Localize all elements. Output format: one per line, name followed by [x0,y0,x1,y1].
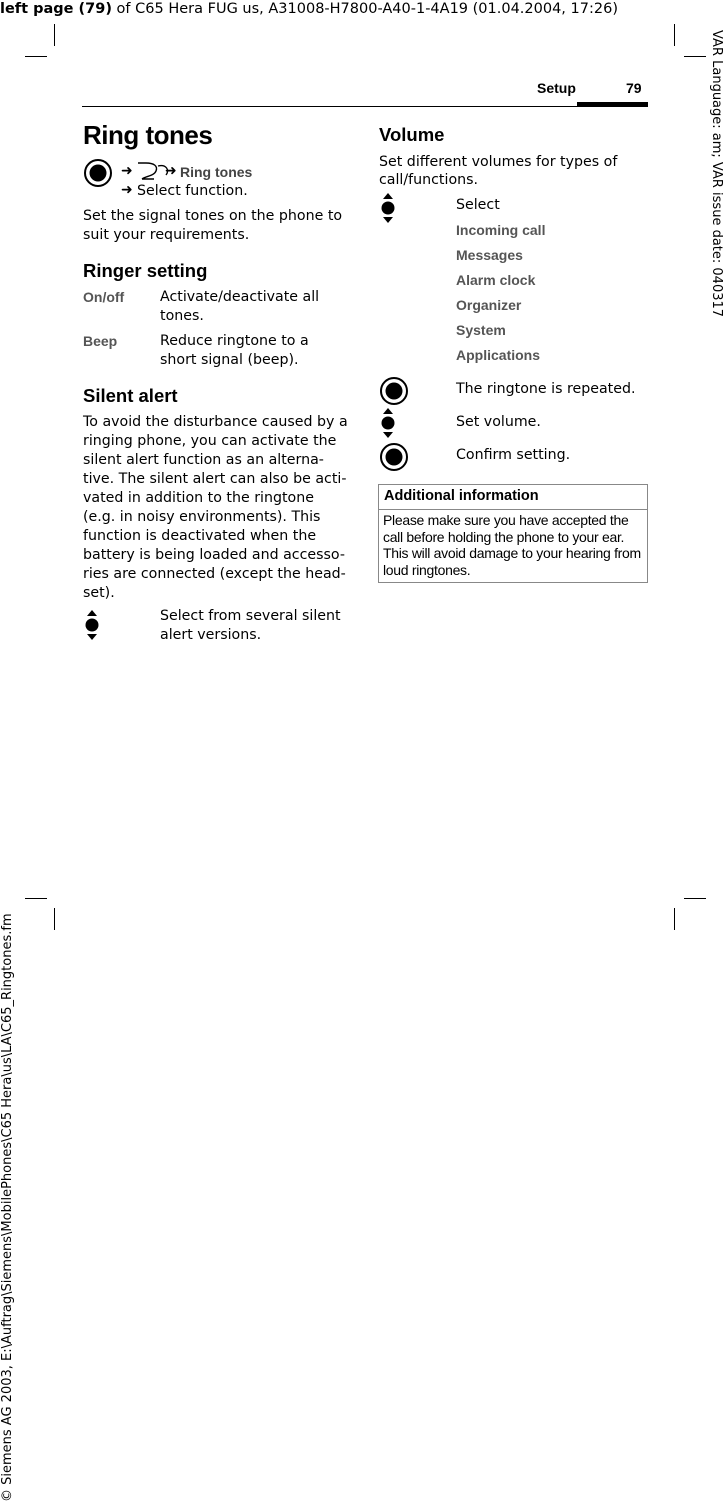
select-function-text: Select function. [137,183,248,199]
text-line: This will avoid damage to your hearing from [383,545,641,561]
term-on-off: On/off [83,289,125,305]
step-text: Set volume. [456,414,541,430]
volume-intro: call/functions. [379,172,479,188]
crop-mark [684,898,706,899]
option-system: System [456,322,506,338]
navigation-key-icon [379,442,409,472]
text-line: function is deactivated when the [83,528,317,544]
text-line: silent alert function as an alterna- [83,452,324,468]
section-heading-volume: Volume [379,124,445,145]
header-rule-accent [577,102,648,106]
step-text: Confirm setting. [456,447,571,463]
description-line: short signal (beep). [160,352,299,368]
page-number: 79 [626,80,642,96]
option-applications: Applications [456,347,541,363]
step-text: The ringtone is repeated. [456,381,636,397]
page-label: left page (79) [0,1,112,17]
crop-mark [25,56,47,57]
option-incoming-call: Incoming call [456,222,546,238]
crop-mark [684,56,706,57]
text-line: To avoid the disturbance caused by a [83,414,348,430]
option-messages: Messages [456,247,523,263]
crop-mark [674,24,675,46]
navigation-key-icon [379,376,409,406]
additional-info-box [378,484,648,583]
crop-mark [54,908,55,930]
arrow-right-icon: ➜ [121,163,133,179]
arrow-right-icon: ➜ [121,182,133,198]
description-line: tones. [160,308,204,324]
silent-alert-paragraph [83,413,353,603]
up-down-key-icon [380,193,396,227]
select-silent-alert-text: Select from several silent [160,608,341,624]
document-info-line [0,0,618,18]
text-line: loud ringtones. [383,561,471,578]
option-alarm-clock: Alarm clock [456,272,536,288]
text-line: set). [83,585,115,601]
additional-info-heading: Additional information [384,488,539,504]
additional-info-body [383,512,645,578]
crop-mark [25,898,47,899]
text-line: tive. The silent alert can also be acti- [83,471,347,487]
volume-intro: Set different volumes for types of [379,154,618,170]
select-label: Select [456,197,500,213]
select-silent-alert-text: alert versions. [160,627,262,643]
text-line: battery is being loaded and accesso- [83,547,345,563]
crop-mark [674,908,675,930]
text-line: vated in addition to the ringtone [83,490,314,506]
text-line: ringing phone, you can activate the [83,433,337,449]
text-line: (e.g. in noisy environments). This [83,509,321,525]
up-down-key-icon [380,408,396,442]
arrow-right-icon: ➜ [165,163,177,179]
term-beep: Beep [83,333,118,349]
text-line: ries are connected (except the head- [83,566,346,582]
description-line: Activate/deactivate all [160,289,320,305]
additional-info-header [379,485,647,510]
up-down-key-icon [84,610,100,644]
page-title: Ring tones [83,120,213,150]
intro-paragraph: Set the signal tones on the phone to suit your requirements. [83,208,343,243]
menu-item-ring-tones: Ring tones [180,164,253,180]
language-info: VAR Language: am; VAR issue date: 040317 [709,30,724,318]
section-heading-silent-alert: Silent alert [83,385,178,406]
description-line: Reduce ringtone to a [160,333,309,349]
crop-mark [54,24,55,46]
section-heading-ringer-setting: Ringer setting [83,260,208,281]
document-id: of C65 Hera FUG us, A31008-H7800-A40-1-4A19 (01.04.2004, 17:26) [111,1,618,17]
navigation-key-icon [83,158,113,188]
header-rule [82,106,648,107]
text-line: call before holding the phone to your ear. [383,528,625,545]
text-line: Please make sure you have accepted the [383,512,629,528]
running-header-section: Setup [537,80,576,96]
copyright-path: © Siemens AG 2003, E:\Auftrag\Siemens\MobilePhones\C65 Hera\us\LA\C65_Ringtones.fm [0,913,15,1502]
option-organizer: Organizer [456,297,522,313]
